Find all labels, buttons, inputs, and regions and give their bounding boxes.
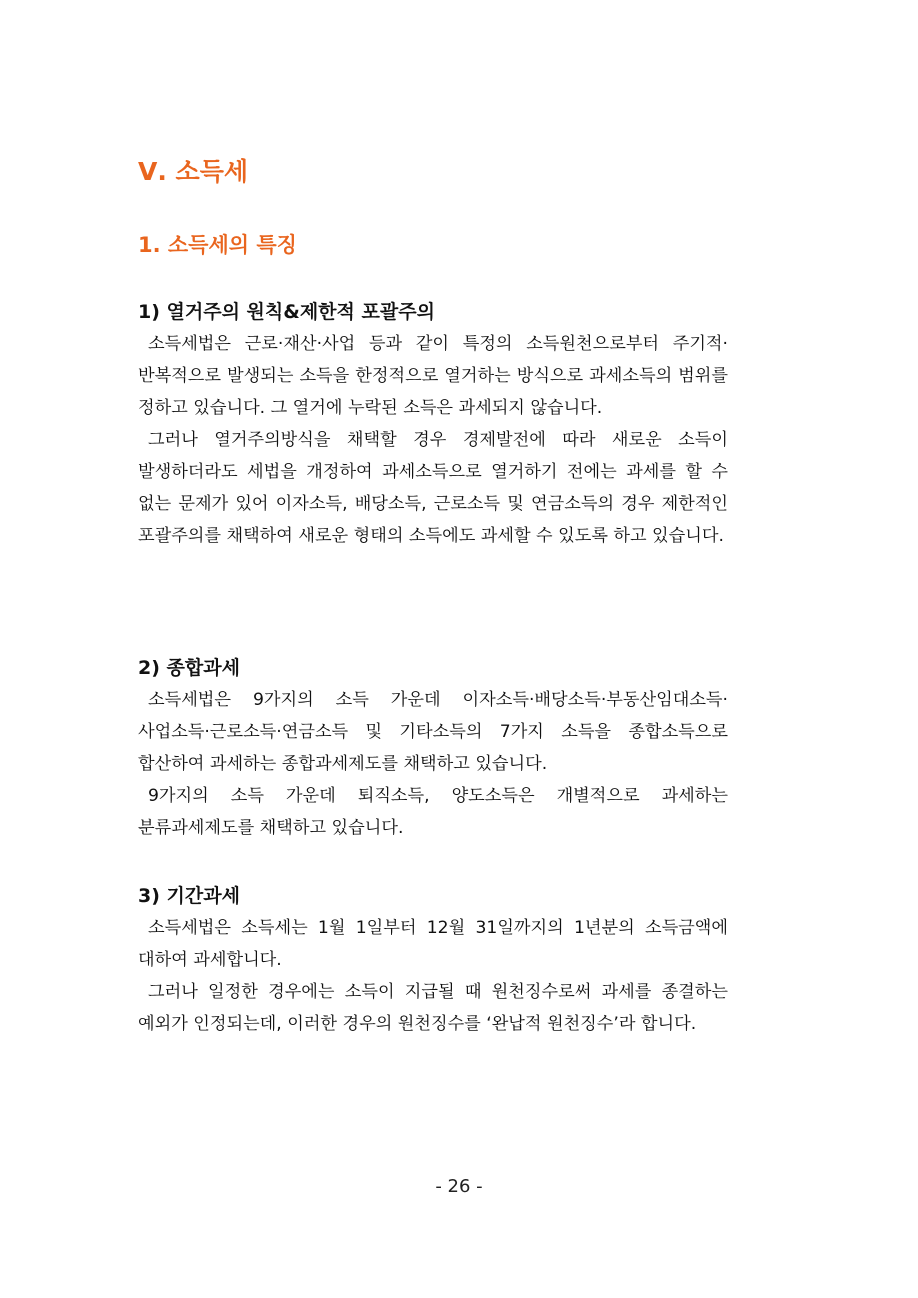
subsection-heading: 1) 열거주의 원칙&제한적 포괄주의 xyxy=(138,301,435,323)
section-title: 1. 소득세의 특징 xyxy=(138,233,297,257)
subsection-global-taxation xyxy=(138,652,728,844)
paragraph: 소득세법은 근로·재산·사업 등과 같이 특정의 소득원천으로부터 주기적·반복적으로 발생되는 소득을 한정적으로 열거하는 방식으로 과세소득의 범위를 정하고 있습니다. 그 열거에 누락된 소득은 과세되지 않습니다. xyxy=(138,334,728,418)
paragraph: 소득세법은 소득세는 1월 1일부터 12월 31일까지의 1년분의 소득금액에 대하여 과세합니다. xyxy=(138,918,728,970)
paragraph: 그러나 일정한 경우에는 소득이 지급될 때 원천징수로써 과세를 종결하는 예외가 인정되는데, 이러한 경우의 원천징수를 ‘완납적 원천징수’라 합니다. xyxy=(138,982,728,1034)
paragraph: 9가지의 소득 가운데 퇴직소득, 양도소득은 개별적으로 과세하는 분류과세제도를 채택하고 있습니다. xyxy=(138,786,728,838)
subsection-period-taxation xyxy=(138,880,728,1040)
paragraph: 소득세법은 9가지의 소득 가운데 이자소득·배당소득·부동산임대소득·사업소득·근로소득·연금소득 및 기타소득의 7가지 소득을 종합소득으로 합산하여 과세하는 종합과세제도를 채택하고 있습니다. xyxy=(138,690,728,774)
page-number: - 26 - xyxy=(435,1176,483,1197)
subsection-heading: 2) 종합과세 xyxy=(138,657,240,679)
subsection-enumeration xyxy=(138,296,728,552)
chapter-title: Ⅴ. 소득세 xyxy=(138,157,248,186)
subsection-heading: 3) 기간과세 xyxy=(138,885,240,907)
paragraph: 그러나 열거주의방식을 채택할 경우 경제발전에 따라 새로운 소득이 발생하더라도 세법을 개정하여 과세소득으로 열거하기 전에는 과세를 할 수 없는 문제가 있어 이자소득, 배당소득, 근로소득 및 연금소득의 경우 제한적인 포괄주의를 채택하여 새로운 형태의 소득에도 과세할 수 있도록 하고 있습니다. xyxy=(138,430,728,546)
